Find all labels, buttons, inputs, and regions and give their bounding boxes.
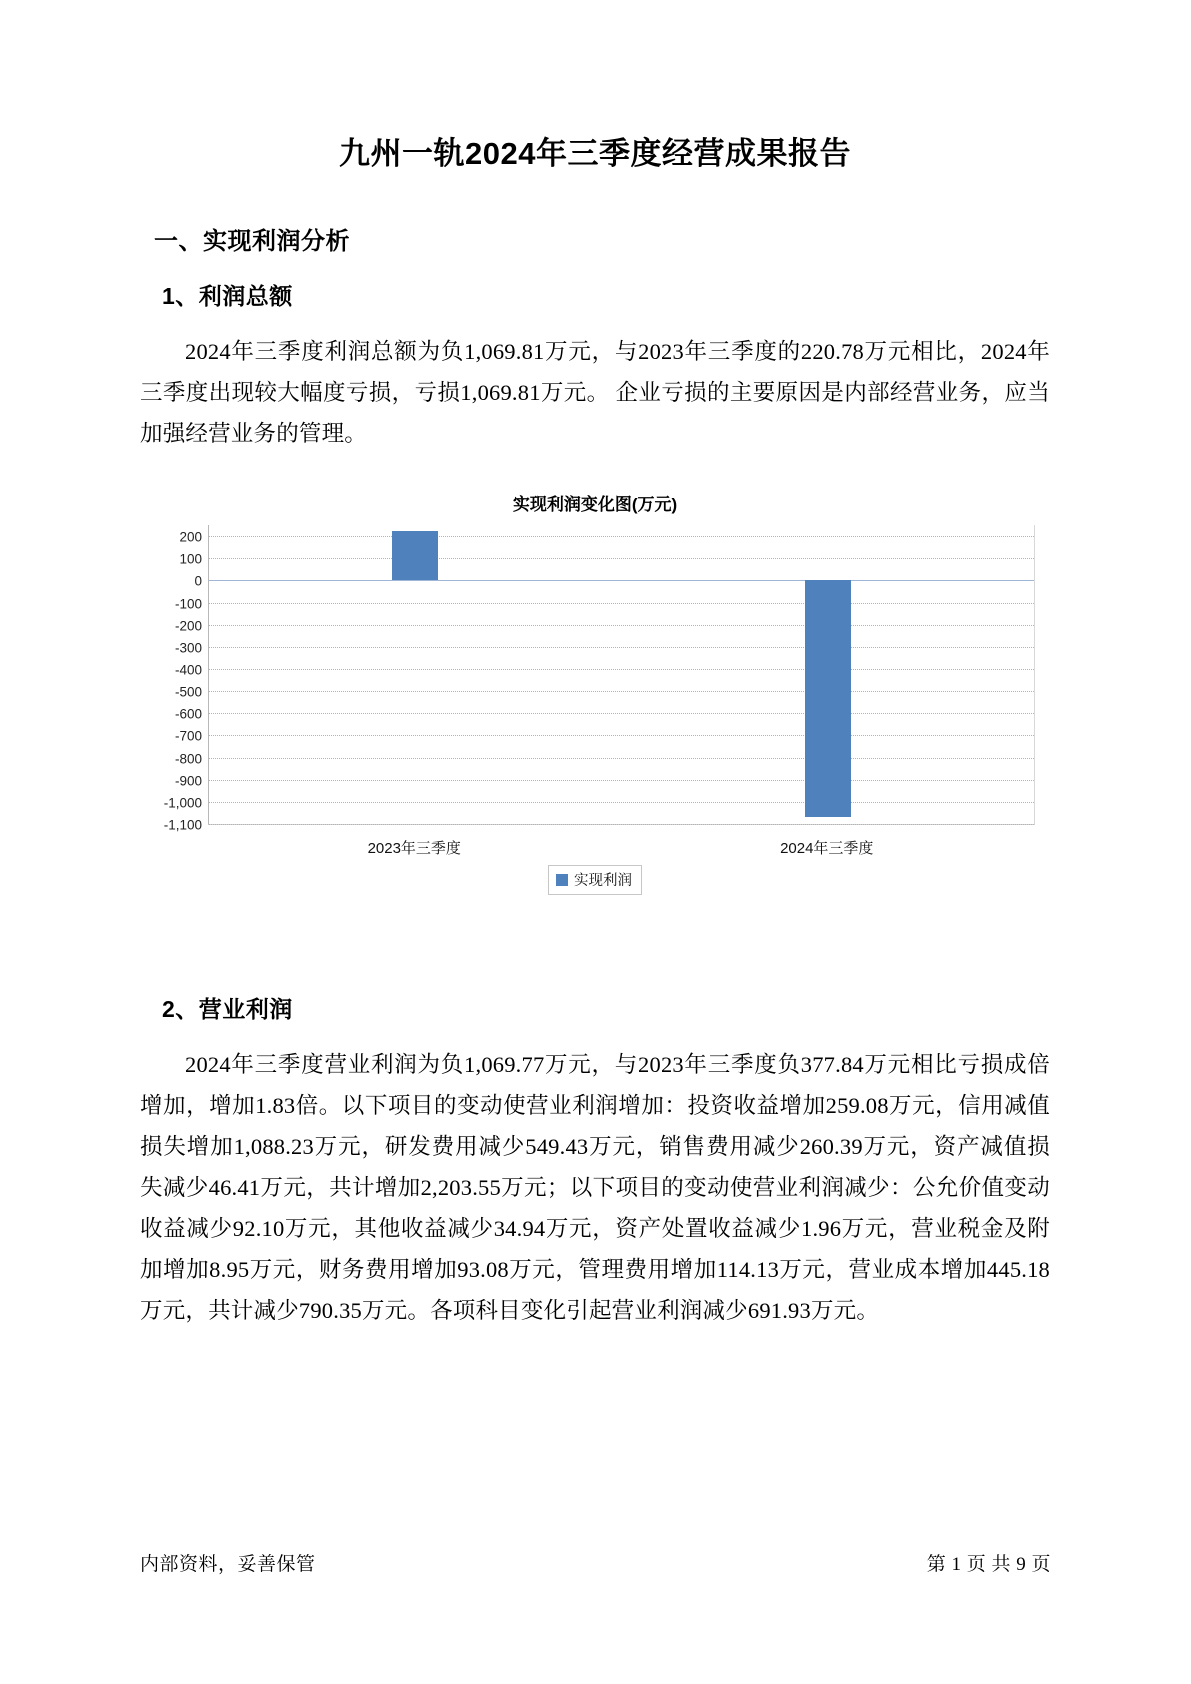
chart-gridline <box>179 529 1034 545</box>
legend-label: 实现利润 <box>574 873 632 889</box>
chart-y-tick-label: 200 <box>179 529 202 545</box>
chart-y-tick-label: -900 <box>174 773 202 789</box>
chart-bar <box>392 531 438 580</box>
chart-legend <box>548 865 642 895</box>
chart-gridline <box>179 551 1034 567</box>
chart-gridline <box>174 618 1034 634</box>
paragraph-total-profit: 2024年三季度利润总额为负1,069.81万元，与2023年三季度的220.78万元相比，2024年三季度出现较大幅度亏损，亏损1,069.81万元。 企业亏损的主要原因是内部经营业务，应当加强经营业务的管理。 <box>140 339 1050 446</box>
footer-left-note: 内部资料，妥善保管 <box>140 1554 316 1575</box>
chart-gridline <box>174 773 1034 789</box>
chart-bar <box>805 580 851 817</box>
page-footer <box>140 1549 1051 1576</box>
paragraph-operating-profit: 2024年三季度营业利润为负1,069.77万元，与2023年三季度负377.84万元相比亏损成倍增加，增加1.83倍。以下项目的变动使营业利润增加：投资收益增加259.08万元，信用减值损失增加1,088.23万元，研发费用减少549.43万元，销售费用减少260.39万元，资产减值损失减少46.41万元，共计增加2,203.55万元；以下项目的变动使营业利润减少：公允价值变动收益减少92.10万元，其他收益减少34.94万元，资产处置收益减少1.96万元，营业税金及附加增加8.95万元，财务费用增加93.08万元，管理费用增加114.13万元，营业成本增加445.18万元，共计减少790.35万元。各项科目变化引起营业利润减少691.93万元。 <box>140 1052 1050 1323</box>
chart-gridline <box>174 640 1034 656</box>
chart-gridline <box>174 728 1034 744</box>
chart-y-tick-label: 100 <box>179 551 202 567</box>
chart-y-tick-label: -500 <box>174 684 202 700</box>
page-title: 九州一轨2024年三季度经营成果报告 <box>339 136 851 171</box>
chart-title: 实现利润变化图(万元) <box>512 495 678 514</box>
footer-page-number: 第 1 页 共 9 页 <box>926 1554 1051 1575</box>
chart-gridline <box>163 795 1034 811</box>
chart-x-axis-labels <box>208 825 1035 859</box>
subsection-heading-operating-profit: 2、营业利润 <box>162 996 293 1022</box>
chart-x-tick-label: 2024年三季度 <box>780 840 874 857</box>
chart-y-tick-label: -300 <box>174 640 202 656</box>
chart-y-tick-label: -800 <box>174 751 202 767</box>
chart-y-tick-label: -1,000 <box>163 795 202 811</box>
chart-plot-area <box>163 525 1035 833</box>
chart-y-tick-label: -100 <box>174 596 202 612</box>
chart-gridline <box>174 662 1034 678</box>
chart-y-tick-label: -200 <box>174 618 202 634</box>
chart-gridline <box>174 596 1034 612</box>
chart-gridline <box>174 684 1034 700</box>
profit-change-chart <box>140 490 1050 895</box>
chart-y-tick-label: -400 <box>174 662 202 678</box>
document-content <box>140 0 1050 1331</box>
chart-y-tick-label: -1,100 <box>163 817 202 833</box>
chart-gridline <box>194 573 1034 589</box>
chart-y-tick-label: 0 <box>194 573 202 589</box>
subsection-heading-total-profit: 1、利润总额 <box>162 283 293 309</box>
chart-gridline <box>174 706 1034 722</box>
chart-x-tick-label: 2023年三季度 <box>367 840 461 857</box>
legend-swatch-icon <box>556 874 568 886</box>
chart-y-tick-label: -600 <box>174 706 202 722</box>
chart-gridline <box>174 751 1034 767</box>
chart-y-tick-label: -700 <box>174 728 202 744</box>
section-heading-profit-analysis: 一、实现利润分析 <box>154 228 350 255</box>
